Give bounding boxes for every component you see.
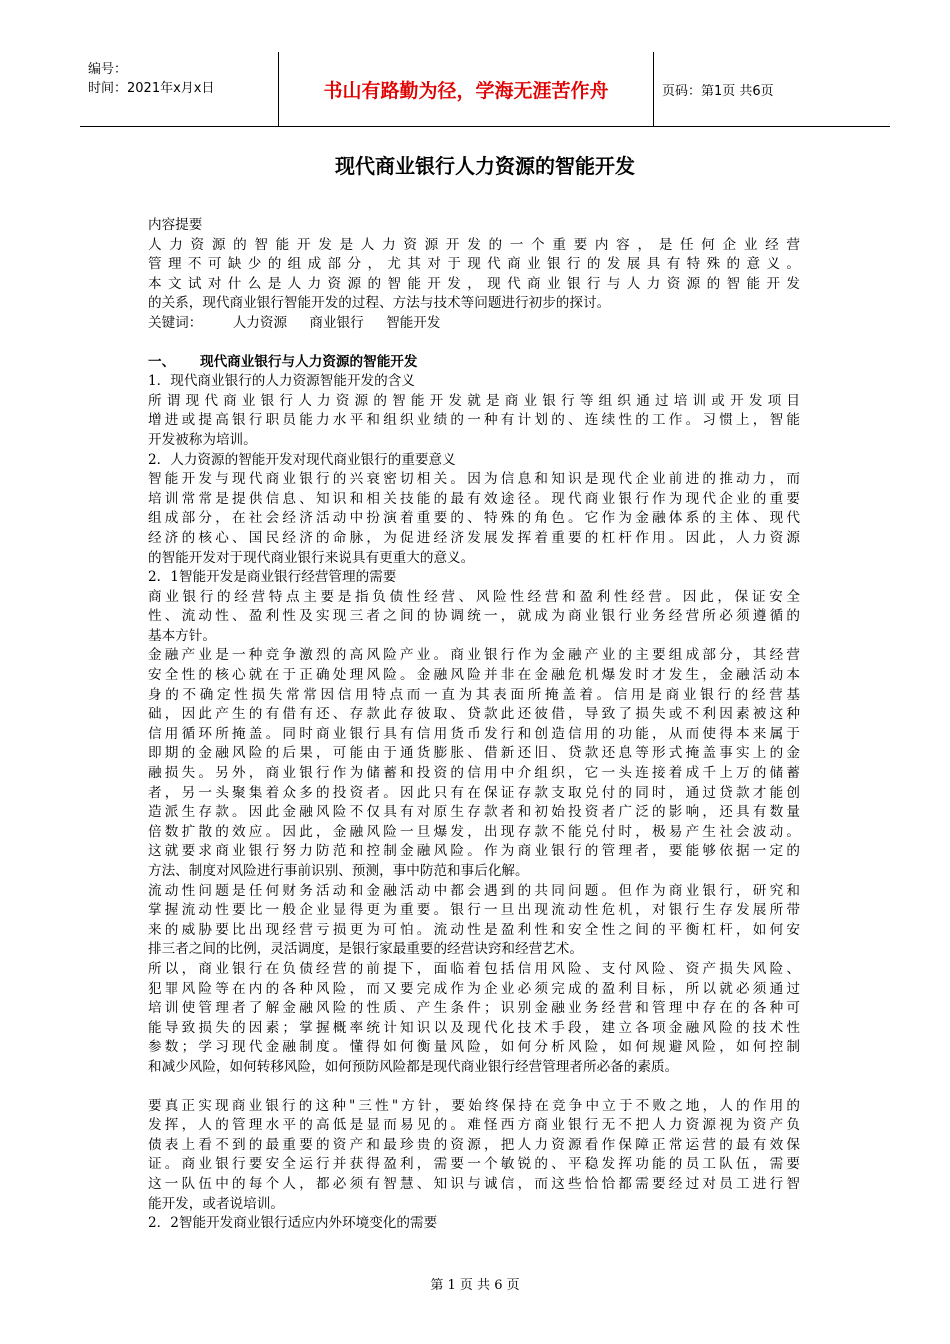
text-line: 的关系，现代商业银行智能开发的过程、方法与技术等问题进行初步的探讨。 <box>148 295 611 312</box>
keyword-1: 人力资源 <box>232 314 288 331</box>
text-line: 和减少风险，如何转移风险，如何预防风险都是现代商业银行经营管理者所必备的素质。 <box>148 1058 679 1075</box>
text-line: 人力资源的智能开发是人力资源开发的一个重要内容，是任何企业经营 <box>148 236 800 253</box>
paragraph-5 <box>148 882 800 960</box>
text-line: 即期的金融风险的后果，可能由于通货膨胀、借新还旧、贷款还息等形式掩盖事实上的金 <box>148 745 800 762</box>
text-line: 本文试对什么是人力资源的智能开发，现代商业银行与人力资源的智能开发 <box>148 275 800 292</box>
text-line: 掌握流动性要比一般企业显得更为重要。银行一旦出现流动性危机，对银行生存发展所带 <box>148 902 800 919</box>
text-line: 基本方针。 <box>148 627 216 644</box>
header-meta <box>88 60 278 98</box>
keywords-label: 关键词： <box>148 314 203 331</box>
text-line: 培训常常是提供信息、知识和相关技能的最有效途径。现代商业银行作为现代企业的重要 <box>148 490 800 507</box>
paragraph-1 <box>148 392 800 451</box>
text-line: 管理不可缺少的组成部分，尤其对于现代商业银行的发展具有特殊的意义。 <box>148 256 800 273</box>
keyword-3: 智能开发 <box>386 314 441 331</box>
text-line: 来的威胁要比出现经营亏损更为可怕。流动性是盈利性和安全性之间的平衡杠杆，如何安 <box>148 921 800 938</box>
text-line: 造派生存款。因此金融风险不仅具有对原生存款者和初始投资者广泛的影响，还具有数量 <box>148 804 800 821</box>
text-line: 能导致损失的因素；掌握概率统计知识以及现代化技术手段，建立各项金融风险的技术性 <box>148 1019 800 1036</box>
text-line: 增进或提高银行职员能力水平和组织业绩的一种有计划的、连续性的工作。习惯上，智能 <box>148 412 800 429</box>
paragraph-4 <box>148 646 800 881</box>
page-footer: 第 1 页 共 6 页 <box>430 1278 520 1293</box>
header-motto: 书山有路勤为径，学海无涯苦作舟 <box>278 52 654 126</box>
paragraph-3 <box>148 588 800 647</box>
text-line: 者，另一头聚集着众多的投资者。因此只有在保证存款支取兑付的同时，通过贷款才能创 <box>148 784 800 801</box>
text-line: 犯罪风险等在内的各种风险，而又要完成作为企业必须完成的盈利目标，所以就必须通过 <box>148 980 800 997</box>
text-line: 流动性问题是任何财务活动和金融活动中都会遇到的共同问题。但作为商业银行，研究和 <box>148 882 800 899</box>
keyword-2: 商业银行 <box>309 314 364 331</box>
text-line: 础，因此产生的有借有还、存款此存彼取、贷款此还彼借，导致了损失或不利因素被这种 <box>148 706 800 723</box>
time-label: 时间：2021年x月x日 <box>88 81 215 96</box>
text-line: 所以，商业银行在负债经营的前提下，面临着包括信用风险、支付风险、资产损失风险、 <box>148 960 800 977</box>
abstract-text <box>148 236 800 314</box>
text-line: 发挥，人的管理水平的高低是显而易见的。难怪西方商业银行无不把人力资源视为资产负 <box>148 1117 800 1134</box>
text-line: 融损失。另外，商业银行作为储蓄和投资的信用中介组织，它一头连接着成千上万的储蓄 <box>148 765 800 782</box>
text-line: 证。商业银行要安全运行并获得盈利，需要一个敏锐的、平稳发挥功能的员工队伍，需要 <box>148 1156 800 1173</box>
paragraph-2 <box>148 470 800 568</box>
subsection-2-heading: 2．人力资源的智能开发对现代商业银行的重要意义 <box>148 451 456 468</box>
text-line: 开发被称为培训。 <box>148 431 257 448</box>
text-line: 金融产业是一种竞争激烈的高风险产业。商业银行作为金融产业的主要组成部分，其经营 <box>148 647 800 664</box>
subsection-2-2-heading: 2．2智能开发商业银行适应内外环境变化的需要 <box>148 1215 438 1232</box>
text-line: 排三者之间的比例，灵活调度，是银行家最重要的经营诀窍和经营艺术。 <box>148 941 583 958</box>
text-line: 能开发，或者说培训。 <box>148 1195 284 1212</box>
text-line: 性、流动性、盈利性及实现三者之间的协调统一，就成为商业银行业务经营所必须遵循的 <box>148 608 800 625</box>
subsection-1-heading: 1．现代商业银行的人力资源智能开发的含义 <box>148 373 415 390</box>
number-label: 编号： <box>88 62 128 77</box>
keywords-line <box>148 314 800 334</box>
abstract-label: 内容提要 <box>148 217 203 233</box>
text-line: 身的不确定性损失常常因信用特点而一直为其表面所掩盖着。信用是商业银行的经营基 <box>148 686 800 703</box>
section-title: 现代商业银行与人力资源的智能开发 <box>200 353 418 370</box>
text-line: 组成部分，在社会经济活动中扮演着重要的、特殊的角色。它作为金融体系的主体、现代 <box>148 510 800 527</box>
paragraph-6 <box>148 960 800 1078</box>
text-line: 经济的核心、国民经济的命脉，为促进经济发展发挥着重要的杠杆作用。因此，人力资源 <box>148 529 800 546</box>
text-line: 智能开发与现代商业银行的兴衰密切相关。因为信息和知识是现代企业前进的推动力，而 <box>148 471 800 488</box>
text-line: 培训使管理者了解金融风险的性质、产生条件；识别金融业务经营和管理中存在的各种可 <box>148 1000 800 1017</box>
text-line: 方法、制度对风险进行事前识别、预测，事中防范和事后化解。 <box>148 863 529 879</box>
text-line: 安全性的核心就在于正确处理风险。金融风险并非在金融危机爆发时才发生，金融活动本 <box>148 667 800 684</box>
text-line: 的智能开发对于现代商业银行来说具有更重大的意义。 <box>148 549 475 566</box>
text-line: 参数；学习现代金融制度。懂得如何衡量风险，如何分析风险，如何规避风险，如何控制 <box>148 1039 800 1056</box>
section-number: 一、 <box>148 353 176 370</box>
text-line: 所谓现代商业银行人力资源的智能开发就是商业银行等组织通过培训或开发项目 <box>148 392 800 409</box>
text-line: 债表上看不到的最重要的资产和最珍贵的资源，把人力资源看作保障正常运营的最有效保 <box>148 1136 800 1153</box>
text-line: 这就要求商业银行努力防范和控制金融风险。作为商业银行的管理者，要能够依据一定的 <box>148 843 800 860</box>
page-header <box>80 52 890 127</box>
text-line: 要真正实现商业银行的这种"三性"方针，要始终保持在竞争中立于不败之地，人的作用的 <box>148 1097 800 1114</box>
text-line: 这一队伍中的每个人，都必须有智慧、知识与诚信，而这些恰恰都需要经过对员工进行智 <box>148 1175 800 1192</box>
document-body <box>148 216 800 1234</box>
paragraph-7 <box>148 1097 800 1215</box>
text-line: 商业银行的经营特点主要是指负债性经营、风险性经营和盈利性经营。因此，保证安全 <box>148 588 800 605</box>
document-title: 现代商业银行人力资源的智能开发 <box>335 154 635 178</box>
text-line: 倍数扩散的效应。因此，金融风险一旦爆发，出现存款不能兑付时，极易产生社会波动。 <box>148 823 800 840</box>
header-page-info: 页码：第1页 共6页 <box>662 84 774 99</box>
subsection-2-1-heading: 2．1智能开发是商业银行经营管理的需要 <box>148 569 397 586</box>
text-line: 信用循环所掩盖。同时商业银行具有信用货币发行和创造信用的功能，从而使得本来属于 <box>148 725 800 742</box>
section-heading-1 <box>148 353 800 373</box>
